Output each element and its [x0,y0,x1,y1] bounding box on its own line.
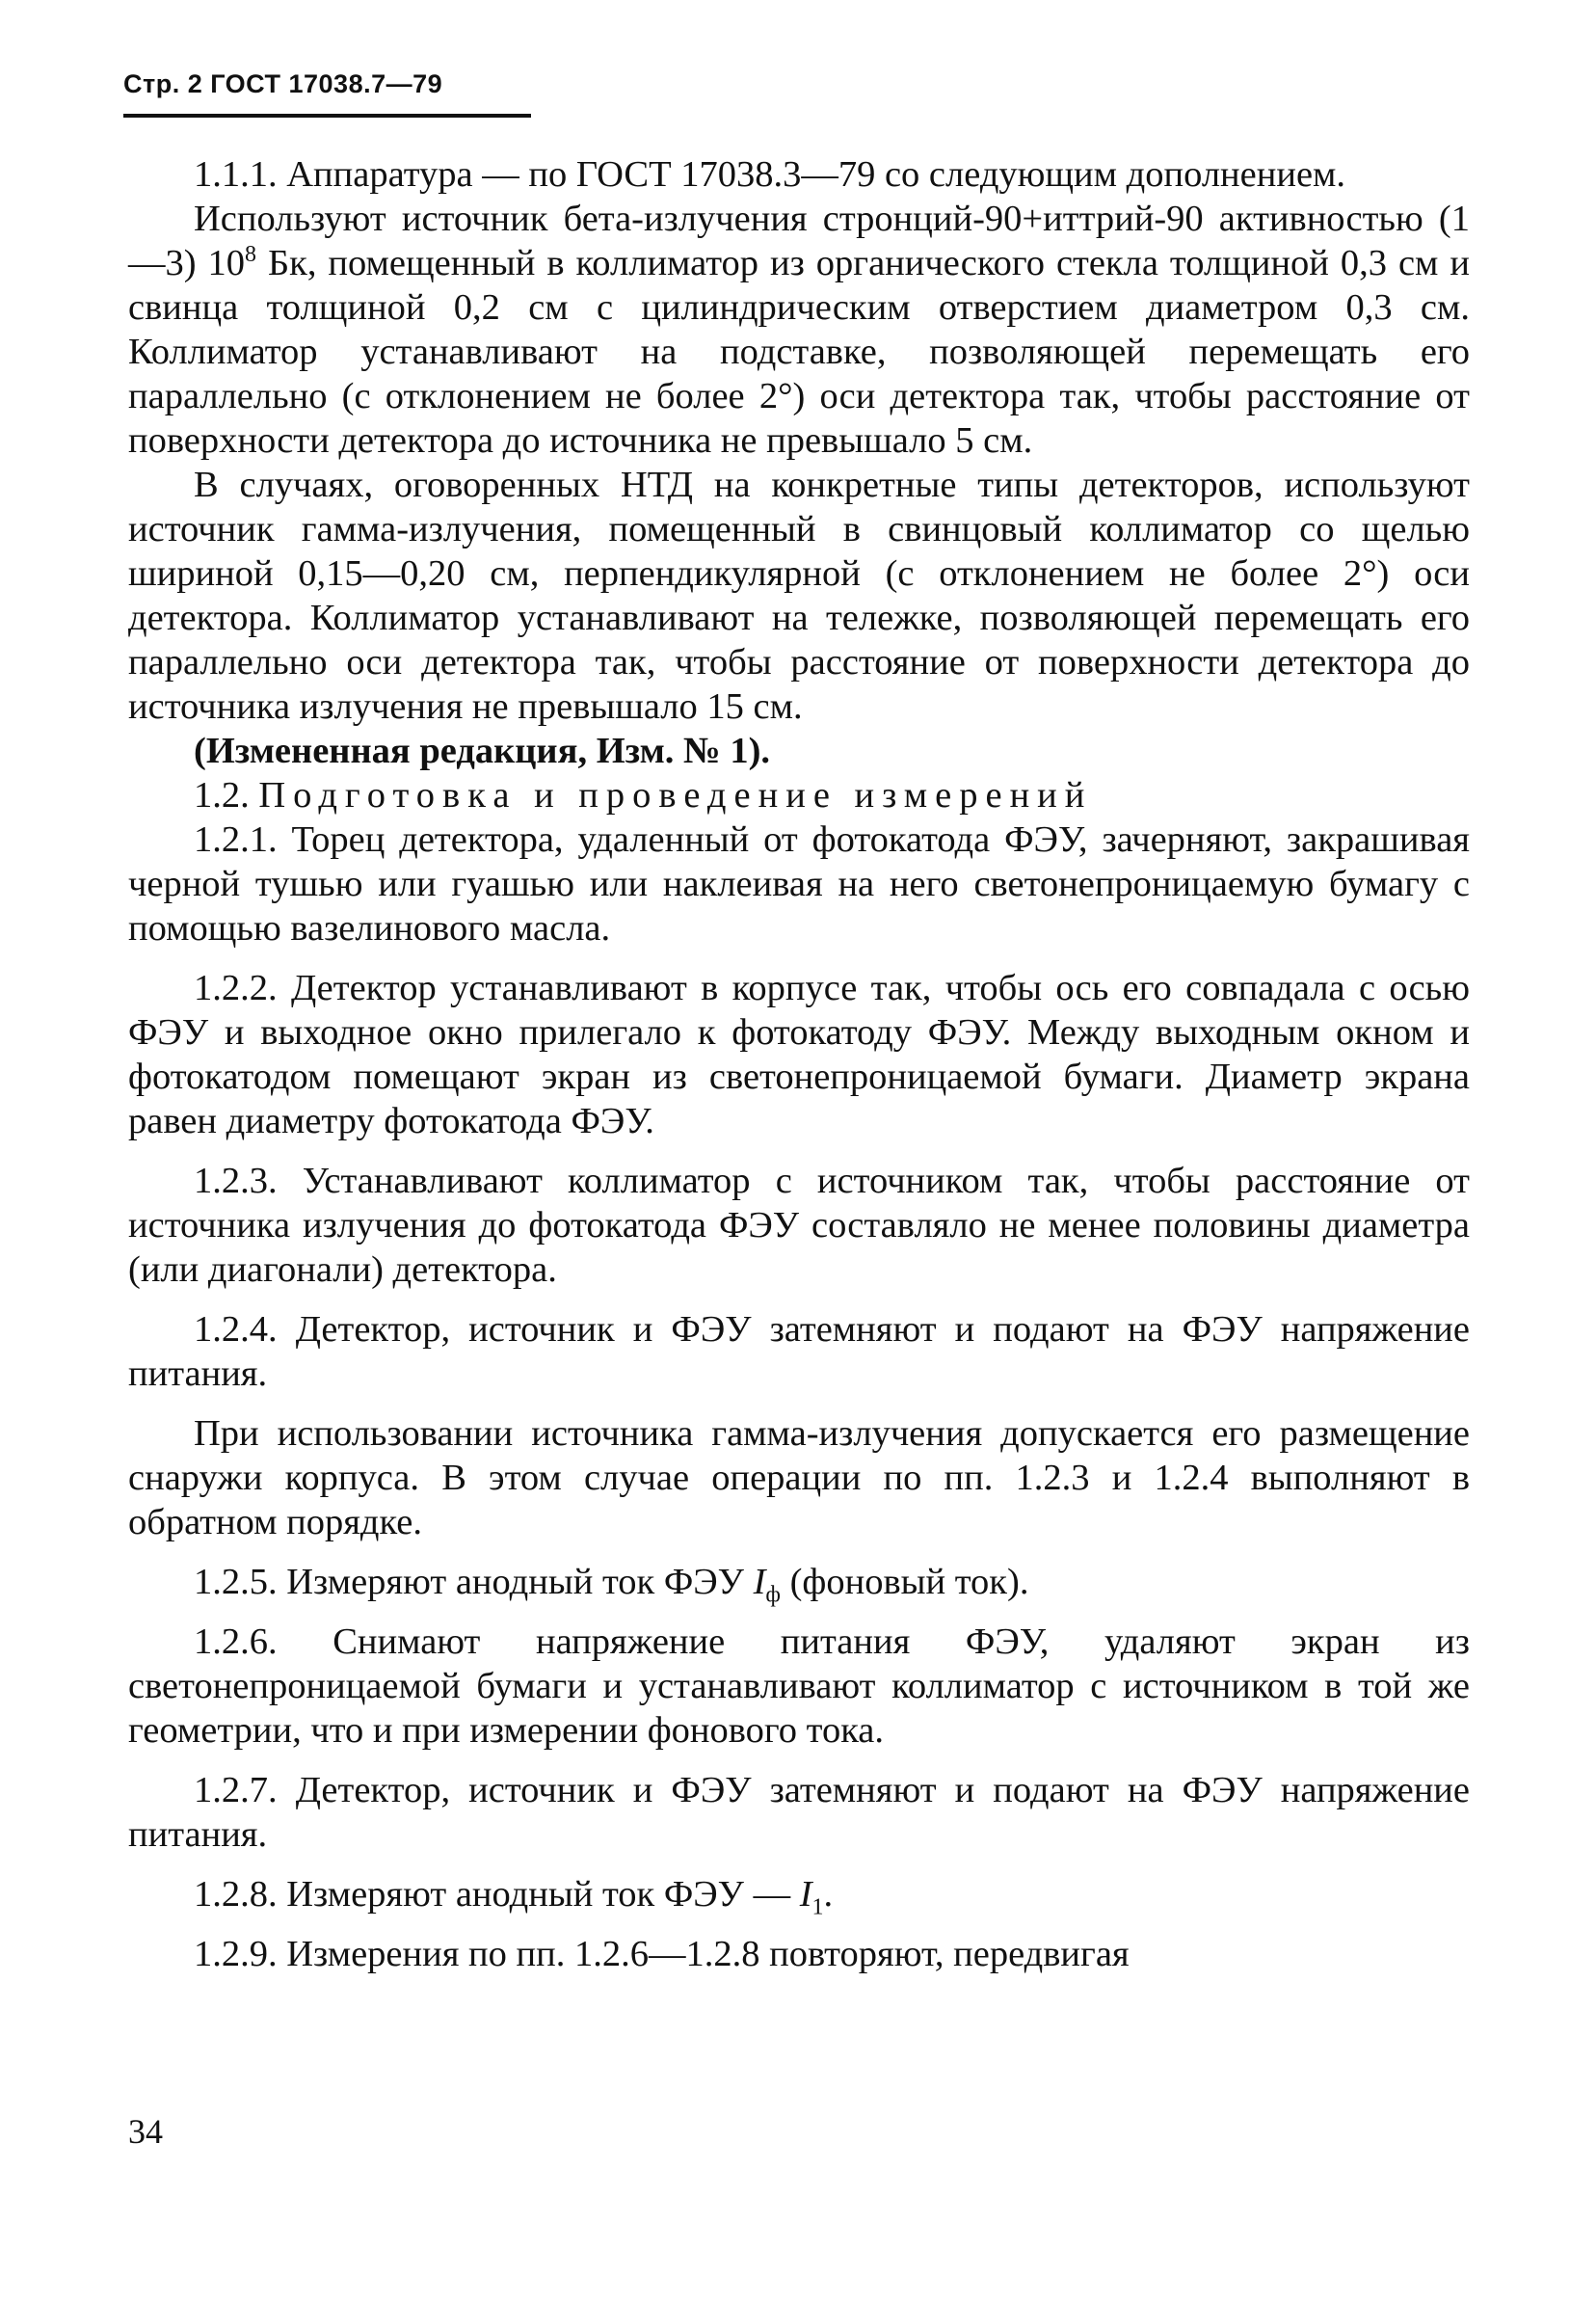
clause-1-2-8-tail: . [823,1874,834,1915]
clause-1-2-5 [128,1560,1470,1608]
clause-1-2-2: 1.2.2. Детектор устанавливают в корпусе так, чтобы ось его совпадала с осью ФЭУ и выходное окно прилегало к фотокатоду ФЭУ. Между выходным окном и фотокатодом помещают экран из светонепроницаемой бумаги. Диаметр экрана равен диаметру фотокатода ФЭУ. [128,968,1470,1141]
current-symbol: I [753,1562,766,1602]
beta-text-a: Используют источник бета-излучения стронций-90+иттрий-90 активностью (1—3) 10 [128,199,1470,283]
beta-text-b: Бк, помещенный в коллиматор из органического стекла толщиной 0,3 см и свинца толщиной 0,2 см с цилиндрическим отверстием диаметром 0,3 см. Коллиматор устанавливают на подставке, позволяющей перемещать его параллельно (с отклонением не более 2°) оси детектора так, чтобы расстояние от поверхности детектора до источника не превышало 5 см. [128,243,1470,461]
current-subscript: 1 [811,1894,824,1920]
beta-source-paragraph [128,197,1470,463]
clause-1-2-1: 1.2.1. Торец детектора, удаленный от фотокатода ФЭУ, зачерняют, закрашивая черной тушью или гуашью или наклеивая на него светонепроницаемую бумагу с помощью вазелинового масла. [128,819,1470,949]
beta-exponent: 8 [245,242,257,268]
current-symbol: I [799,1874,812,1915]
section-title: Подготовка и проведение измерений [258,775,1093,816]
section-1-2-heading [128,773,1470,817]
clause-1-2-6: 1.2.6. Снимают напряжение питания ФЭУ, удаляют экран из светонепроницаемой бумаги и устанавливают коллиматор с источником в той же геометрии, что и при измерении фонового тока. [128,1621,1470,1751]
page-number: 34 [128,2112,163,2151]
page-body [128,152,1470,1976]
clause-1-1-1: 1.1.1. Аппаратура — по ГОСТ 17038.3—79 со следующим дополнением. [194,154,1346,195]
clause-1-2-7: 1.2.7. Детектор, источник и ФЭУ затемняют и подают на ФЭУ напряжение питания. [128,1770,1470,1855]
current-subscript: ф [765,1582,781,1608]
header-rule [123,114,531,118]
clause-1-2-5-text: 1.2.5. Измеряют анодный ток ФЭУ [194,1562,754,1602]
clause-1-2-4: 1.2.4. Детектор, источник и ФЭУ затемняют и подают на ФЭУ напряжение питания. [128,1309,1470,1394]
gamma-outside-note: При использовании источника гамма-излучения допускается его размещение снаружи корпуса. В этом случае операции по пп. 1.2.3 и 1.2.4 выполняют в обратном порядке. [128,1413,1470,1542]
clause-1-2-8 [128,1872,1470,1920]
clause-1-2-8-text: 1.2.8. Измеряют анодный ток ФЭУ — [194,1874,800,1915]
running-head: Стр. 2 ГОСТ 17038.7—79 [123,69,443,98]
section-number: 1.2. [194,775,259,816]
clause-1-2-5-tail: (фоновый ток). [780,1562,1029,1602]
clause-1-2-3: 1.2.3. Устанавливают коллиматор с источником так, чтобы расстояние от источника излучения до фотокатода ФЭУ составляло не менее половины диаметра (или диагонали) детектора. [128,1161,1470,1290]
amendment-note: (Измененная редакция, Изм. № 1). [194,731,771,771]
clause-1-2-9: 1.2.9. Измерения по пп. 1.2.6—1.2.8 повторяют, передвигая [194,1934,1130,1974]
gamma-source-paragraph: В случаях, оговоренных НТД на конкретные типы детекторов, используют источник гамма-излучения, помещенный в свинцовый коллиматор со щелью шириной 0,15—0,20 см, перпендикулярной (с отклонением не более 2°) оси детектора. Коллиматор устанавливают на тележке, позволяющей перемещать его параллельно оси детектора так, чтобы расстояние от поверхности детектора до источника излучения не превышало 15 см. [128,465,1470,727]
